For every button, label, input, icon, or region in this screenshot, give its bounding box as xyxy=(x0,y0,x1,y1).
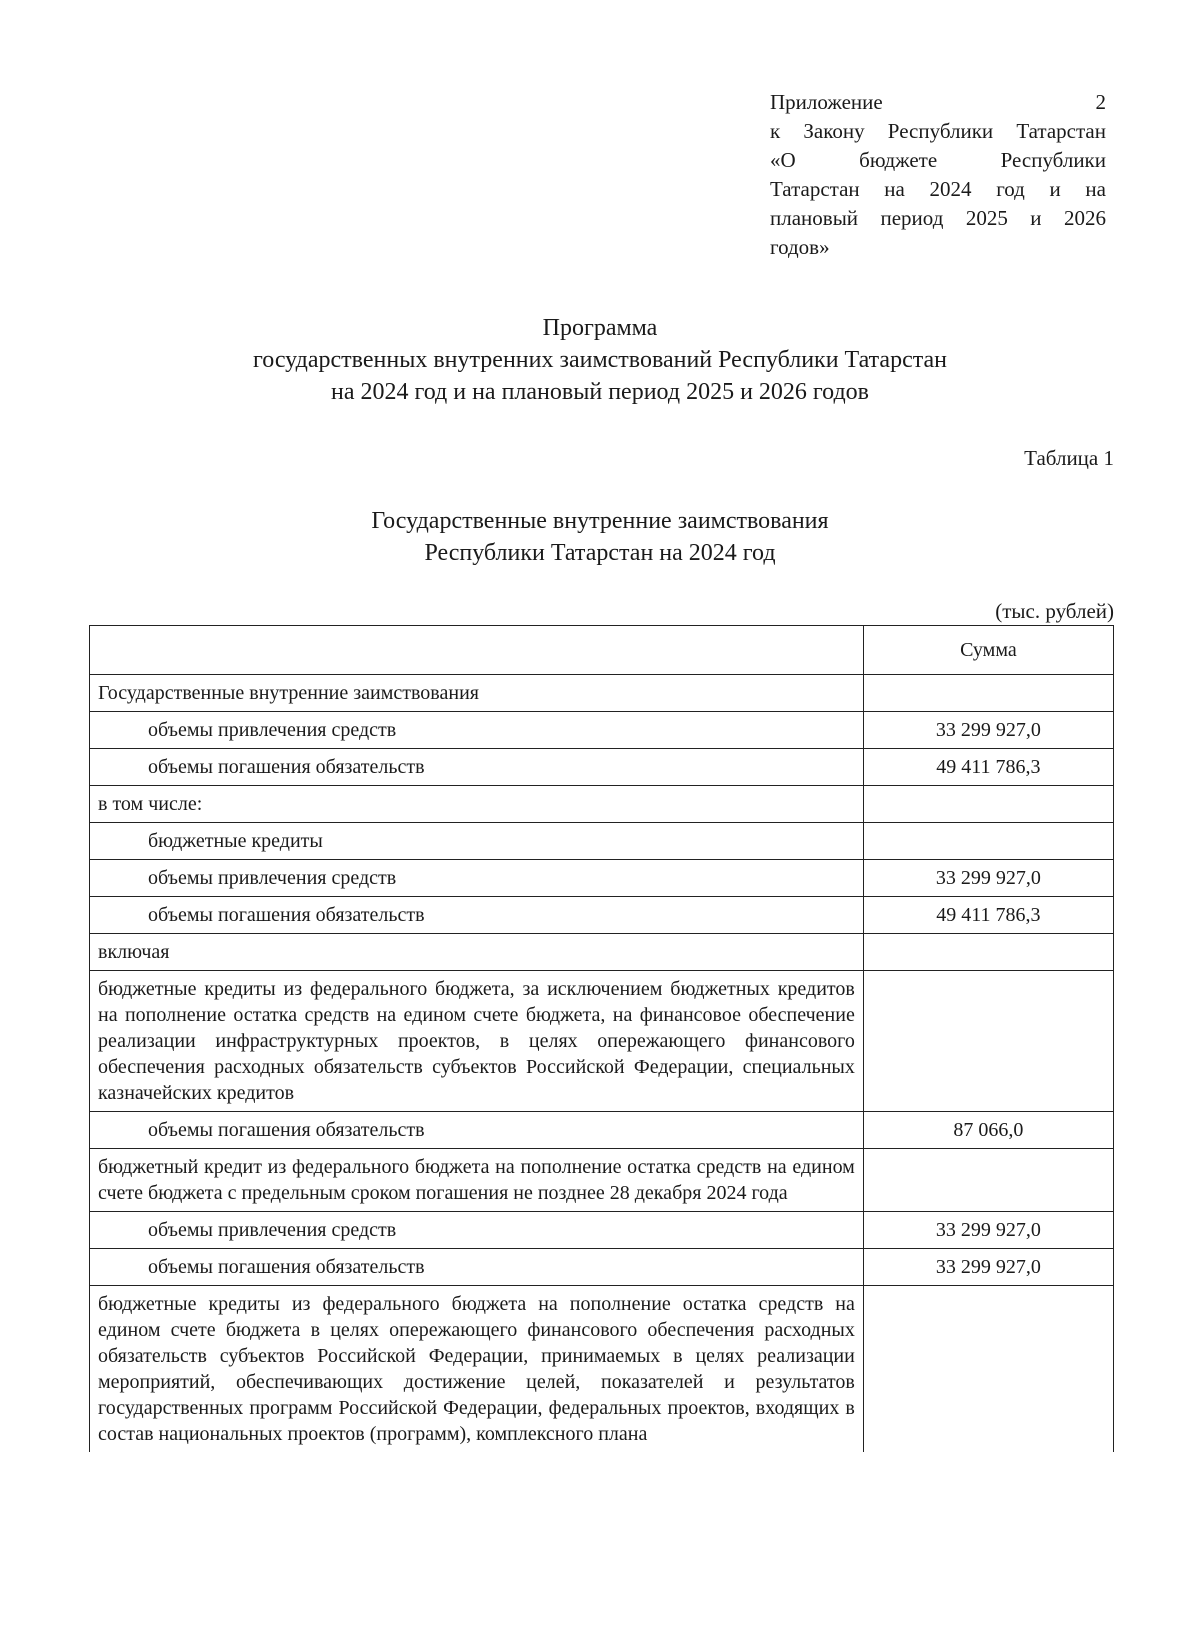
row-label: объемы привлечения средств xyxy=(90,712,864,749)
row-label: Государственные внутренние заимствования xyxy=(90,675,864,712)
row-label: бюджетный кредит из федерального бюджета на пополнение остатка средств на едином счете бюджета с предельным сроком погашения не позднее 28 декабря 2024 года xyxy=(90,1149,864,1212)
table-row xyxy=(90,1212,1114,1249)
header-label-cell xyxy=(90,626,864,675)
table-header-row xyxy=(90,626,1114,675)
row-amount: 49 411 786,3 xyxy=(863,749,1113,786)
table-row xyxy=(90,971,1114,1112)
subtitle-line-2: Республики Татарстан на 2024 год xyxy=(424,540,776,566)
appendix-line: Татарстан на 2024 год и на xyxy=(770,177,1106,201)
table-row xyxy=(90,1112,1114,1149)
title-line-1: Программа xyxy=(542,315,658,341)
row-amount: 33 299 927,0 xyxy=(863,860,1113,897)
row-label: в том числе: xyxy=(90,786,864,823)
appendix-line: годов» xyxy=(770,235,830,259)
row-label: объемы погашения обязательств xyxy=(90,749,864,786)
table-row xyxy=(90,823,1114,860)
table-row xyxy=(90,1149,1114,1212)
table-title xyxy=(0,505,1200,569)
row-label: объемы привлечения средств xyxy=(90,860,864,897)
row-amount xyxy=(863,934,1113,971)
table-row xyxy=(90,749,1114,786)
appendix-line: плановый период 2025 и 2026 xyxy=(770,206,1106,230)
table-row xyxy=(90,1249,1114,1286)
table-caption: Таблица 1 xyxy=(1024,446,1114,470)
table-row xyxy=(90,1286,1114,1453)
appendix-line: «О бюджете Республики xyxy=(770,148,1106,172)
table-row xyxy=(90,934,1114,971)
row-label: бюджетные кредиты xyxy=(90,823,864,860)
appendix-note xyxy=(770,88,1106,262)
table-row xyxy=(90,897,1114,934)
title-line-3: на 2024 год и на плановый период 2025 и 2026 годов xyxy=(330,379,870,405)
unit-label: (тыс. рублей) xyxy=(995,599,1114,623)
row-amount: 33 299 927,0 xyxy=(863,1212,1113,1249)
row-label: объемы привлечения средств xyxy=(90,1212,864,1249)
borrowings-table xyxy=(89,625,1114,1452)
appendix-line: к Закону Республики Татарстан xyxy=(770,119,1106,143)
row-label: бюджетные кредиты из федерального бюджета, за исключением бюджетных кредитов на пополнение остатка средств на едином счете бюджета, на финансовое обеспечение реализации инфраструктурных проектов, в целях опережающего финансового обеспечения расходных обязательств субъектов Российской Федерации, специальных казначейских кредитов xyxy=(90,971,864,1112)
row-label: бюджетные кредиты из федерального бюджета на пополнение остатка средств на едином счете бюджета в целях опережающего финансового обеспечения расходных обязательств субъектов Российской Федерации, принимаемых в целях реализации мероприятий, обеспечивающих достижение целей, показателей и результатов государственных программ Российской Федерации, федеральных проектов, входящих в состав национальных проектов (программ), комплексного плана xyxy=(90,1286,864,1453)
table-row xyxy=(90,860,1114,897)
row-amount: 33 299 927,0 xyxy=(863,1249,1113,1286)
title-line-2: государственных внутренних заимствований Республики Татарстан xyxy=(253,347,947,373)
row-label: объемы погашения обязательств xyxy=(90,1112,864,1149)
header-amount-cell: Сумма xyxy=(863,626,1113,675)
row-amount: 33 299 927,0 xyxy=(863,712,1113,749)
table-row xyxy=(90,786,1114,823)
appendix-line: Приложение 2 xyxy=(770,90,1106,114)
row-label: объемы погашения обязательств xyxy=(90,897,864,934)
row-label: включая xyxy=(90,934,864,971)
row-amount: 87 066,0 xyxy=(863,1112,1113,1149)
row-amount xyxy=(863,675,1113,712)
row-label: объемы погашения обязательств xyxy=(90,1249,864,1286)
table-row xyxy=(90,675,1114,712)
subtitle-line-1: Государственные внутренние заимствования xyxy=(371,508,829,534)
row-amount xyxy=(863,786,1113,823)
row-amount xyxy=(863,1149,1113,1212)
row-amount xyxy=(863,971,1113,1112)
row-amount: 49 411 786,3 xyxy=(863,897,1113,934)
document-title xyxy=(0,312,1200,408)
row-amount xyxy=(863,1286,1113,1453)
row-amount xyxy=(863,823,1113,860)
table-row xyxy=(90,712,1114,749)
